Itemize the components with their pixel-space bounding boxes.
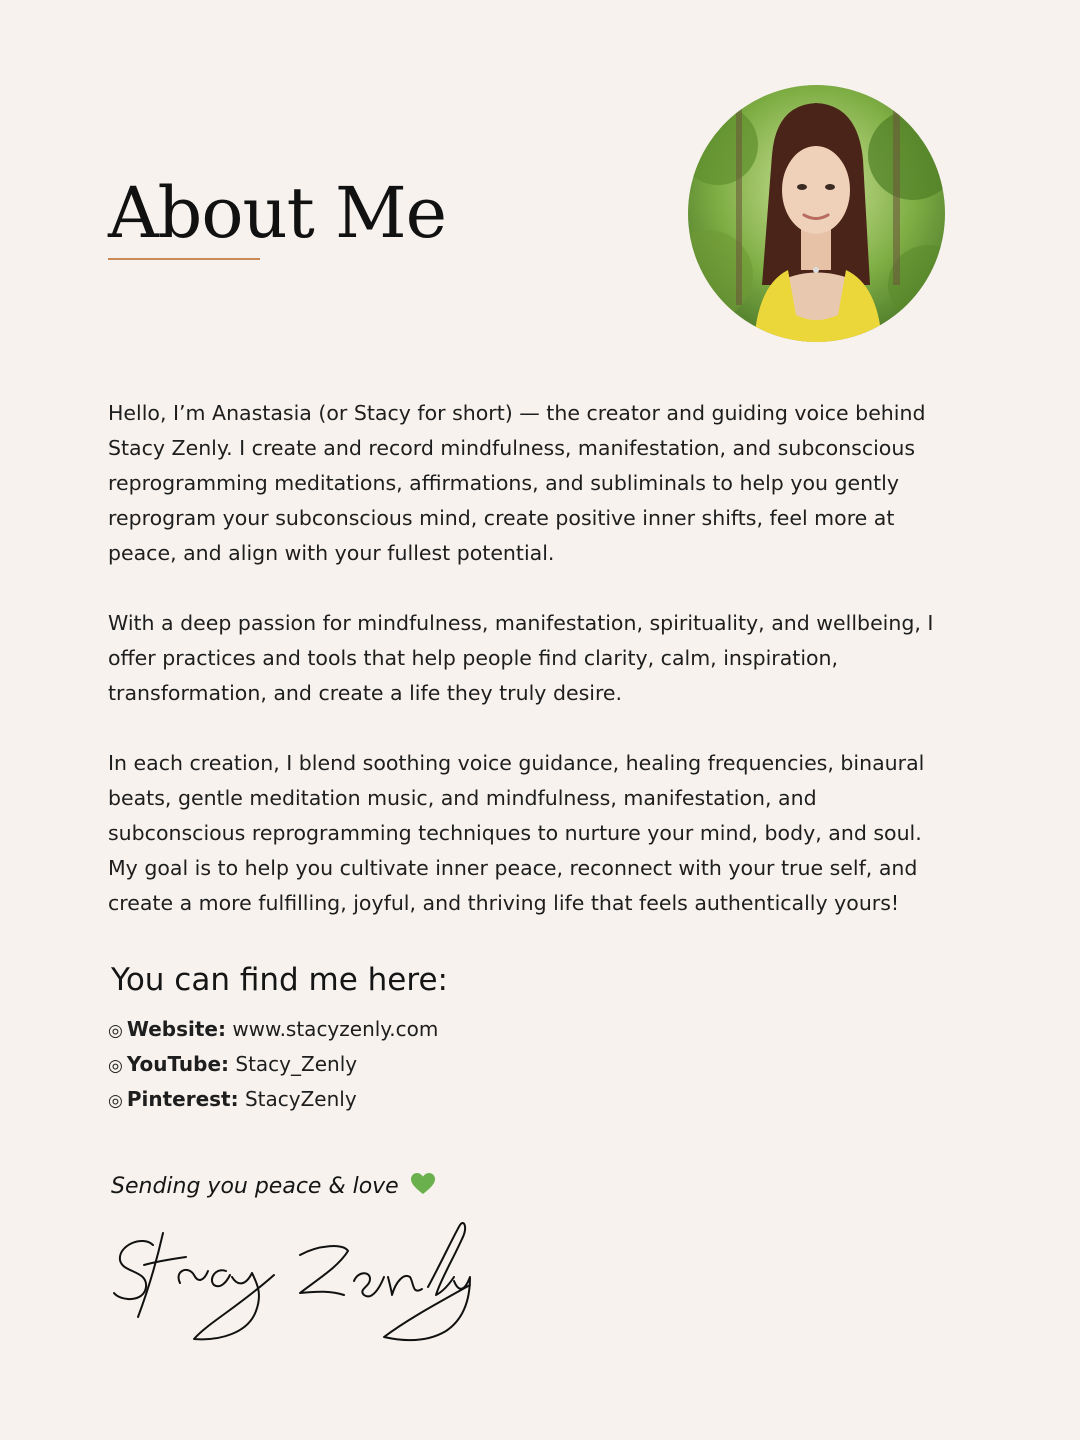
page-title: About Me [108, 172, 447, 254]
contact-link-pinterest[interactable] [108, 1083, 438, 1118]
link-value: Stacy_Zenly [235, 1052, 358, 1076]
ring-bullet-icon: ◎ [108, 1091, 123, 1111]
signoff-text: Sending you peace & love [111, 1174, 399, 1199]
ring-bullet-icon: ◎ [108, 1056, 123, 1076]
contact-link-youtube[interactable] [108, 1048, 438, 1083]
green-heart-icon [410, 1172, 436, 1207]
handwritten-signature [108, 1215, 478, 1345]
contact-link-website[interactable] [108, 1013, 438, 1048]
bio-paragraph: Hello, I’m Anastasia (or Stacy for short) — the creator and guiding voice behind Stacy Zenly. I create and record mindfulness, manifestation, and subconscious reprogramming meditations, affirmations, and subliminals to help you gently reprogram your subconscious mind, create positive inner shifts, feel more at peace, and align with your fullest potential. [108, 401, 926, 565]
profile-photo [688, 85, 945, 342]
contact-links [108, 1013, 438, 1118]
link-label: Pinterest: [126, 1087, 239, 1111]
bio-paragraph: In each creation, I blend soothing voice guidance, healing frequencies, binaural beats, gentle meditation music, and mindfulness, manifestation, and subconscious reprogramming techniques to nurture your mind, body, and soul. My goal is to help you cultivate inner peace, reconnect with your true self, and create a more fulfilling, joyful, and thriving life that feels authentically yours! [108, 751, 925, 915]
bio-paragraph: With a deep passion for mindfulness, manifestation, spirituality, and wellbeing, I offer practices and tools that help people find clarity, calm, inspiration, transformation, and create a life they truly desire. [108, 611, 934, 705]
link-label: YouTube: [126, 1052, 230, 1076]
ring-bullet-icon: ◎ [108, 1021, 123, 1041]
signoff [111, 1170, 436, 1207]
title-underline [108, 258, 260, 260]
link-value: StacyZenly [244, 1087, 357, 1111]
link-label: Website: [126, 1017, 226, 1041]
contact-heading: You can find me here: [111, 962, 448, 998]
link-value: www.stacyzenly.com [232, 1017, 439, 1041]
bio-text [108, 396, 958, 956]
